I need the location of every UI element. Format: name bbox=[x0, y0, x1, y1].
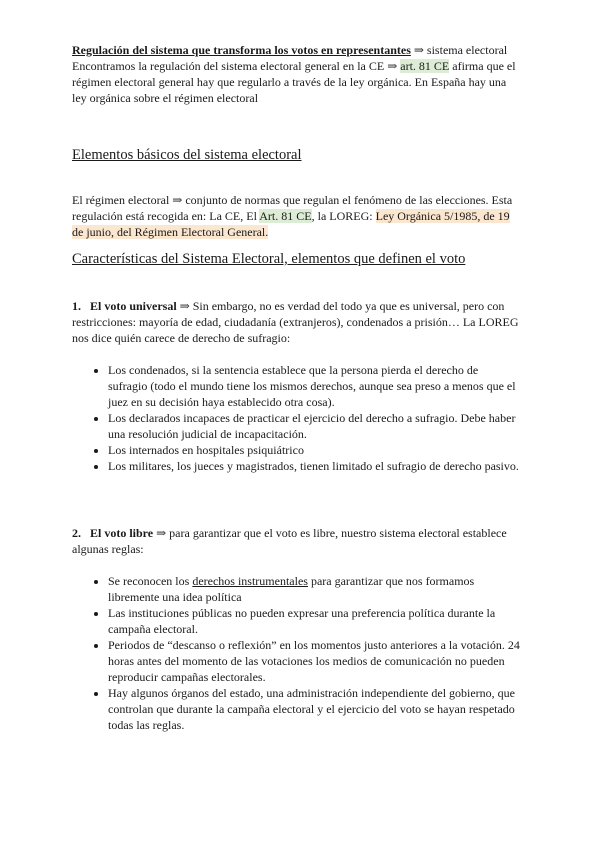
item1-bullet-list bbox=[72, 362, 520, 474]
section1-heading: Elementos básicos del sistema electoral bbox=[72, 147, 302, 163]
item1-title: El voto universal bbox=[90, 299, 177, 313]
list-item: • Los condenados, si la sentencia establece que la persona pierda el derecho de sufragio (todo el mundo tiene los mismos derechos, aunque sea preso a menos que el juez en su decisión haya establecido otra cosa). bbox=[108, 362, 520, 410]
item1-text: ⇒ Sin embargo, no es verdad del todo ya que es universal, pero con restricciones: mayoría de edad, ciudadanía (extranjeros), condenados a prisión… La LOREG nos dice quién carece de derecho de sufragio: bbox=[72, 299, 519, 345]
section1-paragraph bbox=[72, 192, 520, 240]
section1-highlight-art81: Art. 81 CE bbox=[259, 209, 312, 223]
item1-paragraph bbox=[72, 298, 520, 346]
section1-text-b: , la LOREG: bbox=[311, 209, 376, 223]
intro-paragraph bbox=[72, 42, 520, 106]
item2-paragraph bbox=[72, 525, 520, 557]
list-item: • Hay algunos órganos del estado, una administración independiente del gobierno, que controlan que durante la campaña electoral y el ejercicio del voto se hayan respetado todas las reglas. bbox=[108, 685, 520, 733]
item2-number: 2. bbox=[72, 526, 81, 540]
list-item: • Los declarados incapaces de practicar el ejercicio del derecho a sufragio. Debe haber una resolución judicial de incapacitación. bbox=[108, 410, 520, 442]
section2-heading: Características del Sistema Electoral, elementos que definen el voto bbox=[72, 251, 466, 267]
section1-highlight-loreg: Ley Orgánica 5/1985, de 19 de junio, del Régimen Electoral General. bbox=[72, 209, 510, 239]
item1-number: 1. bbox=[72, 299, 81, 313]
section1-text-a: El régimen electoral ⇒ conjunto de normas que regulan el fenómeno de las elecciones. Esta regulación está recogida en: La CE, El bbox=[72, 193, 513, 223]
list-item: • Periodos de “descanso o reflexión” en los momentos justo anteriores a la votación. 24 horas antes del momento de las votaciones los medios de comunicación no pueden reproducir campañas electorales. bbox=[108, 637, 520, 685]
bullet1-text-a: Se reconocen los bbox=[108, 574, 193, 588]
derechos-instrumentales-term: derechos instrumentales bbox=[192, 574, 308, 588]
bullet1-text-b: para garantizar que nos formamos libremente una idea política bbox=[108, 574, 475, 604]
item2-title: El voto libre bbox=[90, 526, 154, 540]
item2-bullet-list bbox=[72, 573, 520, 733]
intro-text-b: afirma que el régimen electoral general hay que regularlo a través de la ley orgánica. En España hay una ley orgánica sobre el régimen electoral bbox=[72, 59, 516, 105]
intro-title: Regulación del sistema que transforma los votos en representantes bbox=[72, 43, 411, 57]
list-item: • Las instituciones públicas no pueden expresar una preferencia política durante la campaña electoral. bbox=[108, 605, 520, 637]
list-item: • Los internados en hospitales psiquiátrico bbox=[108, 442, 520, 458]
list-item bbox=[108, 573, 520, 605]
intro-text-a: Encontramos la regulación del sistema electoral general en la CE ⇒ bbox=[72, 59, 401, 73]
intro-highlight-art81: art. 81 CE bbox=[400, 59, 450, 73]
intro-arrow-text: ⇒ sistema electoral bbox=[410, 43, 508, 57]
item2-text: ⇒ para garantizar que el voto es libre, nuestro sistema electoral establece algunas reglas: bbox=[72, 526, 507, 556]
list-item: • Los militares, los jueces y magistrados, tienen limitado el sufragio de derecho pasivo. bbox=[108, 458, 520, 474]
